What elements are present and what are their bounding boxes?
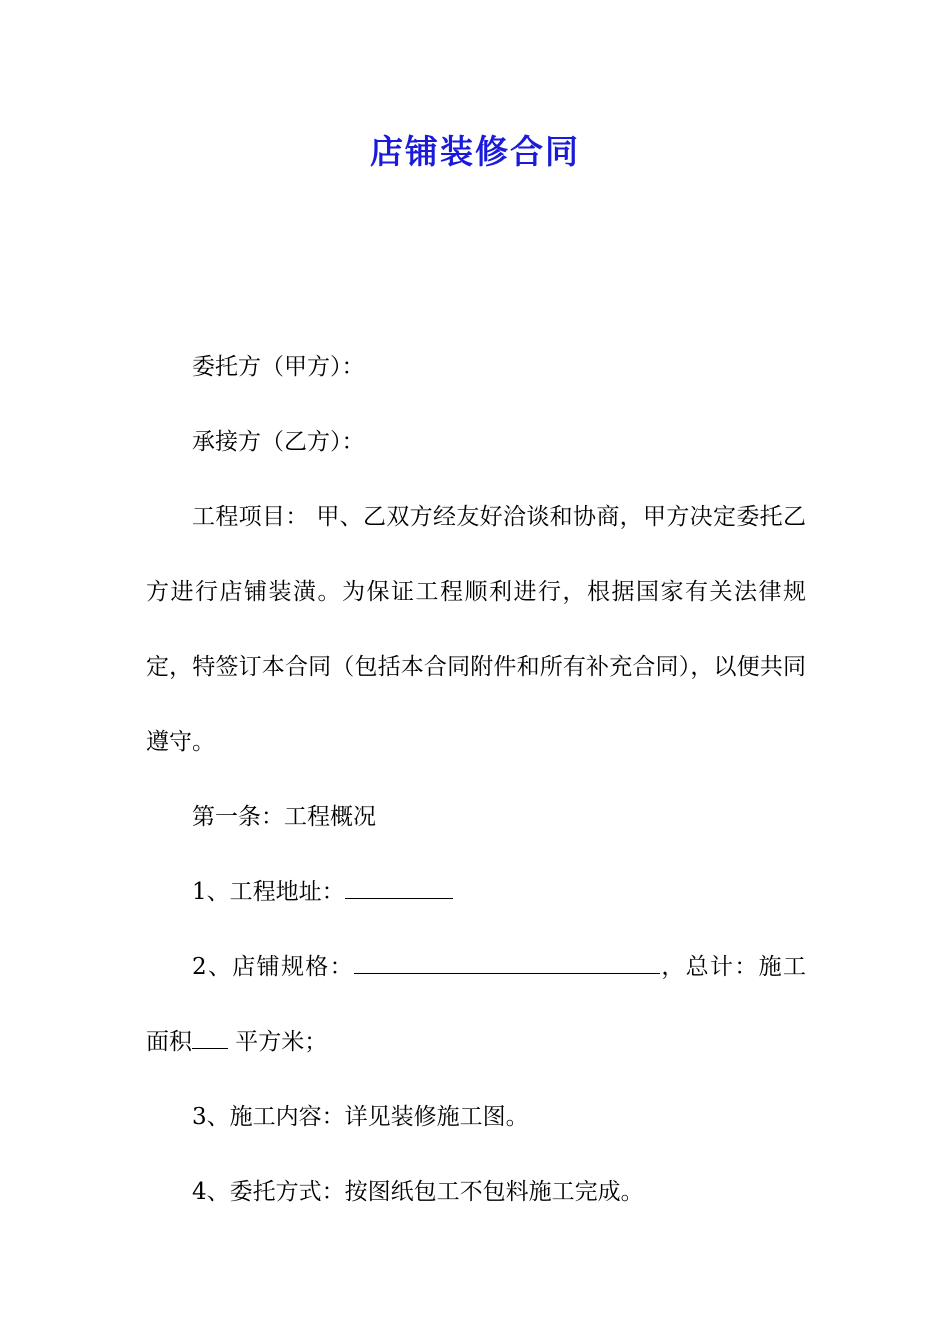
item-2-spec — [146, 930, 806, 1080]
spec-blank-line — [354, 951, 660, 974]
party-a-line: 委托方（甲方）： — [192, 354, 365, 380]
document-body — [146, 330, 806, 1230]
item-4-method: 4、委托方式：按图纸包工不包料施工完成。 — [192, 1179, 644, 1205]
item-1-address — [146, 855, 806, 930]
item-3-content: 3、施工内容：详见装修施工图。 — [192, 1104, 529, 1130]
item-2-total: ，总计：施工面积 — [146, 954, 806, 1055]
article-1-heading: 第一条：工程概况 — [192, 804, 376, 830]
address-blank-line — [345, 876, 453, 899]
item-1-label: 1、工程地址： — [192, 879, 345, 905]
party-b-line: 承接方（乙方）： — [192, 429, 365, 455]
item-2-unit: 平方米； — [228, 1029, 328, 1055]
document-title: 店铺装修合同 — [370, 132, 580, 171]
area-blank-line — [192, 1026, 228, 1049]
project-intro-paragraph: 工程项目： 甲、乙双方经友好洽谈和协商，甲方决定委托乙方进行店铺装潢。为保证工程顺利进行，根据国家有关法律规定，特签订本合同（包括本合同附件和所有补充合同），以便共同遵守。 — [146, 504, 806, 755]
item-2-label: 2、店铺规格： — [192, 954, 354, 980]
